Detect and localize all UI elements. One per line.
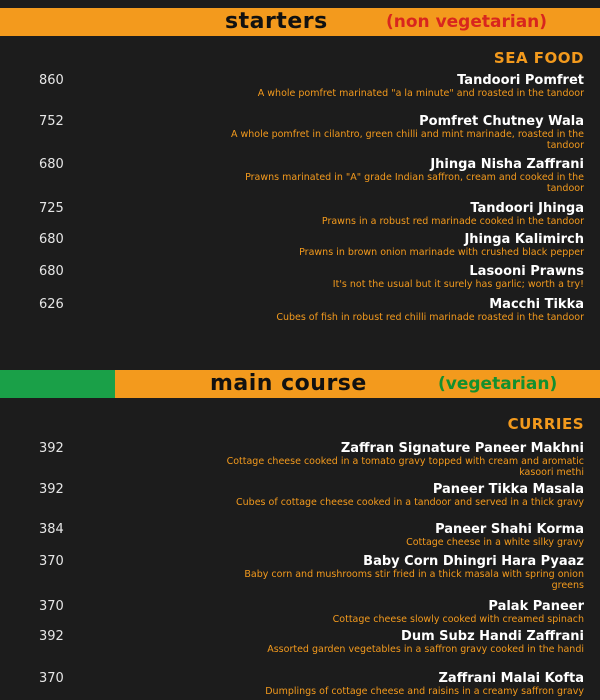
item-name: Baby Corn Dhingri Hara Pyaaz xyxy=(363,554,584,569)
item-price: 370 xyxy=(39,671,64,686)
item-name: Paneer Tikka Masala xyxy=(432,482,584,497)
item-price: 680 xyxy=(39,232,64,247)
item-price: 370 xyxy=(39,554,64,569)
item-name: Jhinga Kalimirch xyxy=(464,232,584,247)
item-price: 680 xyxy=(39,264,64,279)
main-course-title: main course xyxy=(210,371,367,396)
item-price: 752 xyxy=(39,114,64,129)
item-price: 384 xyxy=(39,522,64,537)
main-course-subtitle: (vegetarian) xyxy=(438,374,558,394)
item-name: Pomfret Chutney Wala xyxy=(419,114,584,129)
banner-green-strip xyxy=(0,370,115,398)
item-description: Baby corn and mushrooms stir fried in a thick masala with spring onion greens xyxy=(244,569,584,591)
section-heading-curries: CURRIES xyxy=(507,415,584,433)
section-heading-sea-food: SEA FOOD xyxy=(493,49,584,67)
item-price: 725 xyxy=(39,201,64,216)
item-description: Prawns marinated in "A" grade Indian saffron, cream and cooked in the tandoor xyxy=(245,172,584,194)
starters-subtitle: (non vegetarian) xyxy=(386,12,548,32)
item-description: It's not the usual but it surely has garlic; worth a try! xyxy=(332,279,584,290)
starters-banner xyxy=(0,8,600,36)
item-price: 626 xyxy=(39,297,64,312)
item-description: Prawns in a robust red marinade cooked in the tandoor xyxy=(321,216,584,227)
item-description: Cottage cheese in a white silky gravy xyxy=(406,537,584,548)
item-price: 680 xyxy=(39,157,64,172)
item-description: A whole pomfret marinated "a la minute" and roasted in the tandoor xyxy=(257,88,584,99)
item-name: Tandoori Pomfret xyxy=(457,73,584,88)
item-name: Tandoori Jhinga xyxy=(470,201,584,216)
item-description: Prawns in brown onion marinade with crushed black pepper xyxy=(299,247,584,258)
item-description: A whole pomfret in cilantro, green chilli and mint marinade, roasted in the tandoor xyxy=(230,129,584,151)
item-price: 392 xyxy=(39,441,64,456)
main-course-banner xyxy=(0,370,600,398)
item-price: 370 xyxy=(39,599,64,614)
item-name: Zaffrani Malai Kofta xyxy=(438,671,584,686)
item-name: Lasooni Prawns xyxy=(469,264,584,279)
item-name: Zaffran Signature Paneer Makhni xyxy=(340,441,584,456)
item-price: 860 xyxy=(39,73,64,88)
starters-title: starters xyxy=(225,9,328,34)
item-name: Macchi Tikka xyxy=(489,297,584,312)
item-description: Dumplings of cottage cheese and raisins in a creamy saffron gravy xyxy=(265,686,584,697)
item-price: 392 xyxy=(39,482,64,497)
item-description: Cubes of cottage cheese cooked in a tandoor and served in a thick gravy xyxy=(236,497,584,508)
item-description: Assorted garden vegetables in a saffron gravy cooked in the handi xyxy=(267,644,584,655)
item-name: Palak Paneer xyxy=(488,599,584,614)
item-description: Cottage cheese slowly cooked with creamed spinach xyxy=(332,614,584,625)
item-name: Dum Subz Handi Zaffrani xyxy=(401,629,584,644)
item-name: Jhinga Nisha Zaffrani xyxy=(430,157,584,172)
item-price: 392 xyxy=(39,629,64,644)
item-name: Paneer Shahi Korma xyxy=(435,522,584,537)
item-description: Cottage cheese cooked in a tomato gravy topped with cream and aromatic kasoori methi xyxy=(226,456,584,478)
item-description: Cubes of fish in robust red chilli marinade roasted in the tandoor xyxy=(276,312,584,323)
